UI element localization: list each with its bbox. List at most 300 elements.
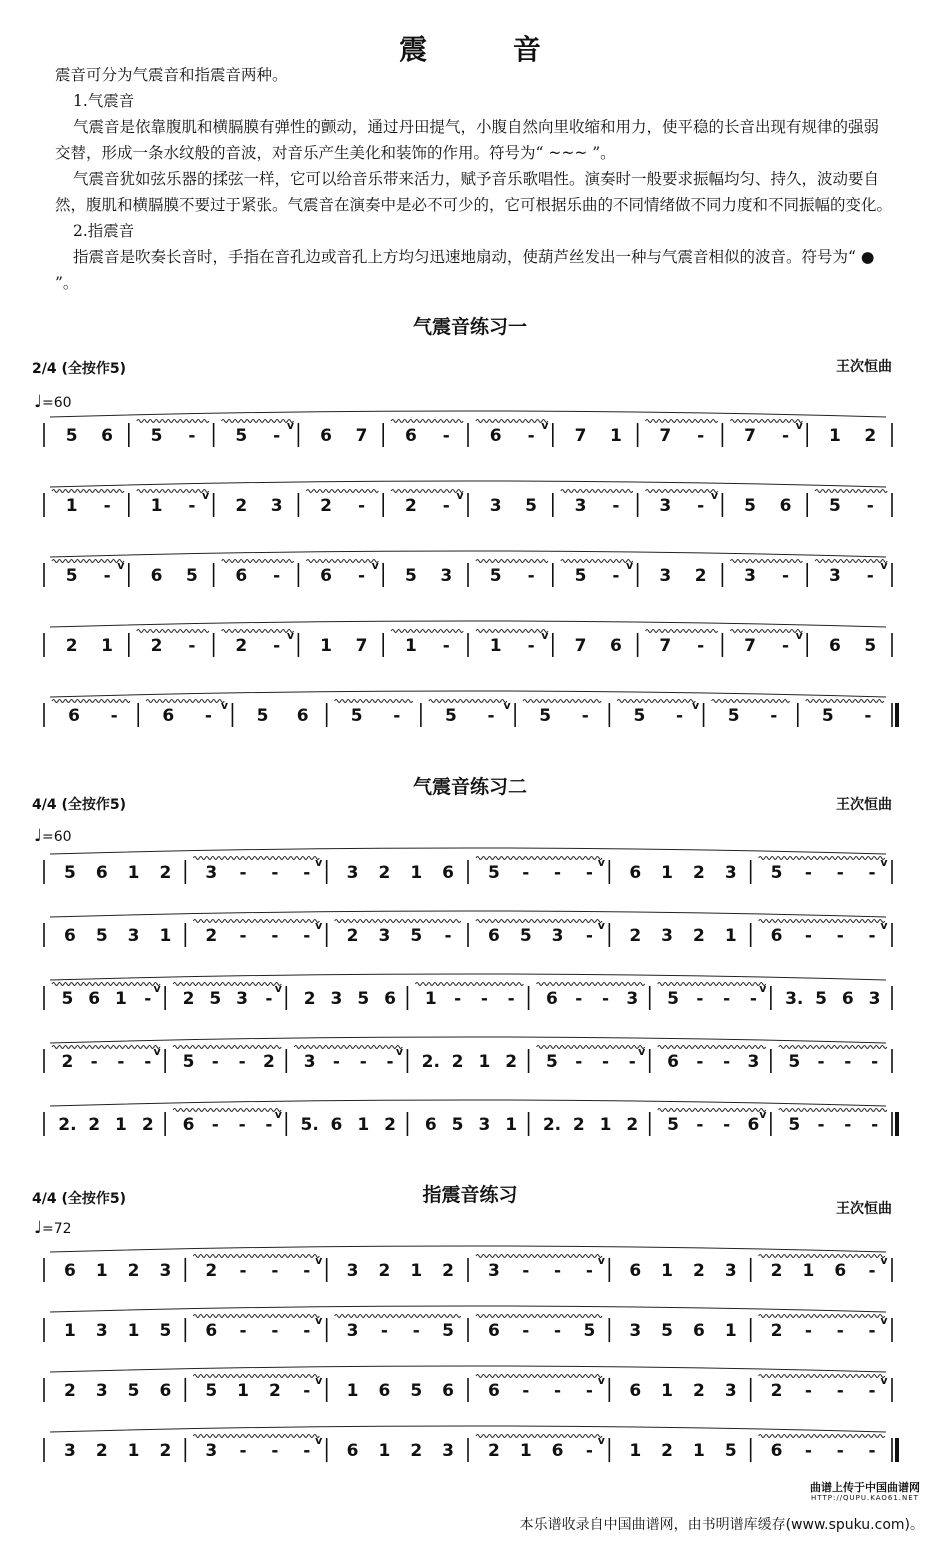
vibrato-mark [476, 560, 548, 563]
note: - [204, 706, 212, 726]
note: 1 [127, 1321, 140, 1341]
breath-mark: v [220, 699, 229, 712]
note: 7 [574, 636, 587, 656]
note: 3 [270, 496, 283, 516]
key-label: (全按作5) [61, 361, 127, 377]
note: 2 [692, 863, 705, 883]
vibrato-mark [52, 560, 124, 563]
note: 2 [182, 989, 195, 1009]
note: 1 [404, 636, 417, 656]
note: 3 [487, 1261, 500, 1281]
note: 3 [330, 989, 343, 1009]
breath-mark: v [597, 1434, 605, 1447]
note: 6 [63, 1261, 76, 1281]
note: - [480, 989, 488, 1009]
note: 2 [864, 426, 877, 446]
note: - [144, 1052, 152, 1072]
note: 5 [95, 926, 108, 946]
vibrato-mark [537, 983, 645, 986]
note: 6 [489, 426, 502, 446]
vibrato-mark [646, 630, 718, 633]
note: 6 [487, 1321, 500, 1341]
vibrato-mark [476, 1315, 602, 1318]
note: - [239, 1321, 247, 1341]
note: 2 [262, 1052, 275, 1072]
breath-mark: v [638, 1045, 646, 1058]
note: 2 [770, 1381, 783, 1401]
note: - [697, 426, 705, 446]
section-2-key [32, 794, 126, 814]
note: 6 [487, 926, 500, 946]
note: 1 [519, 1441, 532, 1461]
note: 2 [235, 496, 248, 516]
phrase-slur [50, 1246, 886, 1252]
phrase-slur [50, 848, 886, 854]
note: - [554, 1261, 562, 1281]
note: - [238, 1052, 246, 1072]
vibrato-mark [173, 1046, 281, 1049]
note: - [602, 989, 610, 1009]
note: - [238, 1115, 246, 1135]
note: - [696, 989, 704, 1009]
note: 3 [95, 1321, 108, 1341]
vibrato-mark [476, 920, 602, 923]
note: 3 [574, 496, 587, 516]
note: 5 [61, 989, 74, 1009]
note: 5 [519, 926, 532, 946]
intro-paragraph-1: 震音可分为气震音和指震音两种。 [55, 66, 288, 84]
note: 3 [205, 863, 218, 883]
note: 5 [487, 863, 500, 883]
note: - [581, 706, 589, 726]
note: - [868, 1321, 876, 1341]
note: - [836, 863, 844, 883]
vibrato-mark [52, 1046, 160, 1049]
vibrato-mark [335, 1315, 461, 1318]
intro-paragraph-3: 气震音犹如弦乐器的揉弦一样，它可以给音乐带来活力，赋予音乐歌唱性。演奏时一般要求振幅均匀、持久，波动要自然，腹肌和横膈膜不要过于紧张。气震音在演奏中是必不可少的，它可根据乐曲的不同情绪做不同力度和不同振幅的变化。 [55, 170, 893, 214]
note: 6 [609, 636, 622, 656]
note: - [804, 863, 812, 883]
note: 2 [572, 1115, 585, 1135]
note: 7 [744, 636, 757, 656]
time-signature: 2/4 [32, 361, 57, 377]
vibrato-mark [815, 560, 887, 563]
note: 1 [424, 989, 437, 1009]
note: 6 [487, 1381, 500, 1401]
note: 1 [505, 1115, 518, 1135]
note: - [696, 1115, 704, 1135]
vibrato-mark [759, 1255, 885, 1258]
note: - [144, 989, 152, 1009]
note: 5 [357, 989, 370, 1009]
note: 6 [546, 989, 558, 1009]
note: 5 [256, 706, 269, 726]
phrase-slur [50, 1306, 886, 1312]
note: 5 [788, 1052, 801, 1072]
note: 7 [659, 426, 672, 446]
note: - [575, 989, 583, 1009]
note: 2 [320, 496, 333, 516]
note: 6 [205, 1321, 218, 1341]
note: 6 [828, 636, 841, 656]
note: 3 [63, 1441, 76, 1461]
section-1-score [0, 400, 940, 750]
note: 2 [65, 636, 78, 656]
note: 3 [346, 863, 359, 883]
vibrato-mark [646, 490, 718, 493]
vibrato-mark [779, 1046, 887, 1049]
vibrato-mark [779, 1109, 887, 1112]
breath-mark: v [153, 982, 161, 995]
section-3-score [0, 1230, 940, 1480]
vibrato-mark [561, 490, 633, 493]
note: 6 [88, 989, 101, 1009]
section-2-title: 气震音练习二 [412, 776, 527, 798]
note: 5 [150, 426, 163, 446]
vibrato-mark [222, 630, 294, 633]
breath-mark: v [315, 1254, 323, 1267]
note: 3 [724, 1381, 737, 1401]
note: - [585, 1441, 593, 1461]
note: 6 [346, 1441, 359, 1461]
section-3-title: 指震音练习 [422, 1184, 518, 1206]
section-2-score [0, 835, 940, 1145]
note: - [239, 1441, 247, 1461]
section-1-composer: 王次恒曲 [836, 359, 892, 375]
vibrato-mark [391, 420, 463, 423]
note: 1 [410, 863, 423, 883]
note: 3 [626, 989, 639, 1009]
vibrato-mark [537, 1046, 645, 1049]
note: 1 [159, 926, 172, 946]
note: 1 [489, 636, 502, 656]
vibrato-mark [476, 857, 602, 860]
note: 3 [127, 926, 140, 946]
note: - [444, 926, 452, 946]
note: 6 [68, 706, 80, 726]
breath-mark: v [315, 1374, 323, 1387]
note: - [332, 1052, 340, 1072]
note: 5 [667, 1115, 680, 1135]
vibrato-mark [730, 560, 802, 563]
phrase-slur [50, 1366, 886, 1372]
vibrato-mark [617, 700, 695, 703]
note: 5 [65, 566, 78, 586]
note: - [868, 1261, 876, 1281]
section-2-composer: 王次恒曲 [836, 797, 892, 813]
vibrato-mark [806, 700, 884, 703]
note: - [866, 566, 874, 586]
vibrato-mark [222, 420, 294, 423]
note: 5 [185, 566, 198, 586]
note: 5 [445, 706, 457, 726]
note: - [554, 1321, 562, 1341]
note: - [527, 566, 535, 586]
note: 5 [788, 1115, 801, 1135]
note: 3 [489, 496, 502, 516]
heading-breath-vibrato: 1.气震音 [73, 92, 135, 110]
vibrato-mark [658, 983, 766, 986]
note: 3 [95, 1381, 108, 1401]
note: - [239, 1261, 247, 1281]
breath-mark: v [202, 489, 210, 502]
note: - [871, 1115, 879, 1135]
note: 2 [141, 1115, 154, 1135]
note: 6 [162, 706, 175, 726]
vibrato-mark [476, 630, 548, 633]
note: 2 [159, 863, 172, 883]
note: 5 [821, 706, 834, 726]
note: 5 [744, 496, 757, 516]
vibrato-mark [52, 700, 130, 703]
note: - [271, 1441, 279, 1461]
note: - [273, 426, 281, 446]
note: 5 [770, 863, 783, 883]
breath-mark: v [759, 982, 767, 995]
note: 2. [58, 1115, 77, 1135]
note: 1 [609, 426, 622, 446]
note: 6 [841, 989, 854, 1009]
note: 3 [303, 1052, 316, 1072]
phrase-slur [50, 1100, 886, 1106]
note: 6 [770, 1441, 783, 1461]
note: - [359, 1052, 367, 1072]
note: 2 [63, 1381, 76, 1401]
note: 6 [442, 1381, 455, 1401]
note: 7 [355, 636, 368, 656]
note: 6 [834, 1261, 847, 1281]
intro-text [55, 62, 893, 296]
vibrato-mark [306, 560, 378, 563]
note: 1 [724, 1321, 737, 1341]
note: 2 [505, 1052, 518, 1072]
footer-note: 本乐谱收录自中国曲谱网，由书明谱库缓存(www.spuku.com)。 [519, 1517, 924, 1533]
note: - [271, 926, 279, 946]
note: 3 [659, 566, 672, 586]
note: 6 [330, 1115, 343, 1135]
note: 1 [692, 1441, 705, 1461]
section-1-key [32, 358, 126, 378]
note: - [442, 636, 450, 656]
note: - [781, 566, 790, 586]
note: 5 [451, 1115, 464, 1135]
breath-mark: v [541, 419, 549, 432]
note: - [386, 1052, 394, 1072]
note: - [117, 1052, 125, 1072]
vibrato-mark [222, 560, 294, 563]
note: 2 [770, 1321, 783, 1341]
note: 6 [378, 1381, 391, 1401]
note: 3 [551, 926, 564, 946]
note: 6 [629, 1381, 642, 1401]
note: 6 [667, 1052, 680, 1072]
note: - [507, 989, 515, 1009]
note: - [527, 636, 535, 656]
note: - [554, 1381, 562, 1401]
breath-mark: v [456, 489, 464, 502]
note: 2 [235, 636, 248, 656]
note: - [585, 1261, 593, 1281]
vibrato-mark [137, 490, 209, 493]
note: 2 [442, 1261, 455, 1281]
breath-mark: v [880, 1254, 888, 1267]
note: - [103, 496, 111, 516]
note: - [412, 1321, 420, 1341]
note: 1 [237, 1381, 250, 1401]
note: - [868, 863, 876, 883]
note: - [804, 926, 812, 946]
note: 5 [667, 989, 680, 1009]
note: 6 [95, 863, 108, 883]
breath-mark: v [286, 419, 294, 432]
breath-mark: v [880, 559, 888, 572]
note: 6 [551, 1441, 564, 1461]
note: 3 [744, 566, 757, 586]
note: 1 [629, 1441, 642, 1461]
note: 6 [779, 496, 792, 516]
note: - [723, 1052, 731, 1072]
breath-mark: v [315, 1434, 323, 1447]
note: - [868, 926, 876, 946]
note: - [239, 863, 247, 883]
note: - [442, 496, 450, 516]
note: - [868, 1441, 876, 1461]
note: 1 [661, 1261, 674, 1281]
vibrato-mark [429, 700, 507, 703]
note: - [188, 496, 196, 516]
note: - [393, 706, 401, 726]
note: - [522, 1321, 530, 1341]
note: 6 [404, 426, 417, 446]
note: - [522, 1261, 530, 1281]
note: 3 [478, 1115, 491, 1135]
note: - [303, 863, 311, 883]
note: - [90, 1052, 98, 1072]
section-2-tempo: ♩=60 [34, 826, 72, 846]
note: 3 [724, 1261, 737, 1281]
note: 2 [410, 1441, 423, 1461]
breath-mark: v [597, 1254, 605, 1267]
note: 5 [209, 989, 222, 1009]
vibrato-mark [335, 920, 461, 923]
note: 5 [633, 706, 646, 726]
note: 1 [724, 926, 737, 946]
vibrato-mark [646, 420, 718, 423]
note: - [265, 1115, 273, 1135]
vibrato-mark [137, 630, 209, 633]
note: - [265, 989, 273, 1009]
vibrato-mark [712, 700, 790, 703]
note: - [836, 1441, 844, 1461]
note: 1 [346, 1381, 359, 1401]
vibrato-mark [658, 1109, 766, 1112]
vibrato-mark [52, 983, 160, 986]
note: 3 [205, 1441, 218, 1461]
note: - [303, 1321, 311, 1341]
vibrato-mark [759, 920, 885, 923]
note: - [487, 706, 495, 726]
breath-mark: v [795, 419, 803, 432]
vibrato-mark [335, 700, 413, 703]
note: 2 [150, 636, 163, 656]
note: 3 [724, 863, 737, 883]
note: 1 [115, 989, 127, 1009]
note: 5 [583, 1321, 596, 1341]
note: - [697, 636, 705, 656]
note: - [303, 1381, 311, 1401]
note: 1 [127, 1441, 140, 1461]
note: 3 [661, 926, 674, 946]
note: 1 [828, 426, 841, 446]
note: 5 [815, 989, 827, 1009]
note: 6 [747, 1115, 760, 1135]
note: 5 [828, 496, 841, 516]
note: - [781, 636, 790, 656]
note: 1 [478, 1052, 491, 1072]
note: 2 [451, 1052, 464, 1072]
note: 5 [546, 1052, 558, 1072]
vibrato-mark [476, 1375, 602, 1378]
note: 6 [182, 1115, 195, 1135]
note: - [380, 1321, 388, 1341]
vibrato-mark [476, 1435, 602, 1438]
note: 3 [659, 496, 672, 516]
quarter-note-icon: ♩ [34, 1218, 43, 1238]
vibrato-mark [815, 490, 887, 493]
note: 2 [95, 1441, 108, 1461]
vibrato-mark [173, 1109, 281, 1112]
note: 2 [88, 1115, 101, 1135]
note: 6 [296, 706, 309, 726]
section-3-composer: 王次恒曲 [836, 1201, 892, 1217]
note: - [239, 926, 247, 946]
note: 5 [539, 706, 552, 726]
breath-mark: v [315, 856, 323, 869]
note: - [303, 1441, 311, 1461]
note: 5 [574, 566, 587, 586]
breath-mark: v [759, 1108, 767, 1121]
note: - [697, 496, 705, 516]
note: - [836, 1321, 844, 1341]
note: 5 [235, 426, 248, 446]
note: 7 [574, 426, 587, 446]
note: - [628, 1052, 636, 1072]
intro-paragraph-2: 气震音是依靠腹肌和横膈膜有弹性的颤动，通过丹田提气，小腹自然向里收缩和用力，使平稳的长音出现有规律的强弱交替，形成一条水纹般的音波，对音乐产生美化和装饰的作用。符号为“ ~~~ ”。 [55, 118, 880, 162]
vibrato-mark [146, 700, 224, 703]
note: 6 [442, 863, 455, 883]
note: 3 [346, 1321, 359, 1341]
note: 2 [694, 566, 707, 586]
note: 2 [770, 1261, 783, 1281]
note: 6 [320, 426, 333, 446]
note: 3 [868, 989, 881, 1009]
quarter-note-icon: ♩ [34, 392, 43, 412]
note: 1 [95, 1261, 108, 1281]
note: 5 [661, 1321, 674, 1341]
note: 3 [440, 566, 453, 586]
note: 5 [410, 926, 423, 946]
note: 6 [770, 926, 783, 946]
vibrato-mark [561, 560, 633, 563]
vibrato-mark [193, 1375, 319, 1378]
note: 5 [724, 1441, 737, 1461]
note: - [273, 636, 281, 656]
note: 2 [268, 1381, 281, 1401]
note: 3 [159, 1261, 172, 1281]
note: 2 [404, 496, 417, 516]
phrase-slur [50, 481, 886, 487]
vibrato-mark [759, 1375, 885, 1378]
